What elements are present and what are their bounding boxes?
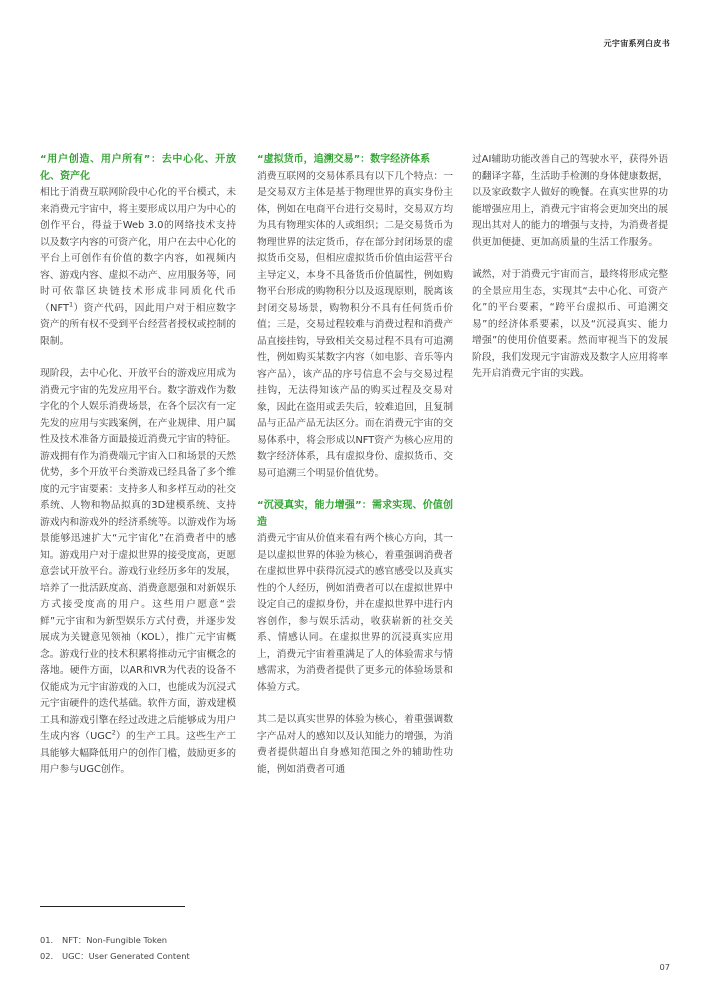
column-2 bbox=[257, 152, 453, 794]
document-header-title: 元宇宙系列白皮书 bbox=[603, 39, 670, 48]
paragraph: 现阶段，去中心化、开放平台的游戏应用成为消费元宇宙的先发应用平台。数字游戏作为数字化的个人娱乐消费场景，在各个层次有一定先发的应用与实践案例，在产业规律、用户属性及技术准备方面最接近消费元宇宙的特征。游戏拥有作为消费端元宇宙入口和场景的天然优势，多个开放平台类游戏已经具备了多个维度的元宇宙要素：支持多人和多样互动的社交系统、人物和物品拟真的3D建模系统、支持游戏内和游戏外的经济系统等。以游戏作为场景能够迅速扩大“元宇宙化”在消费者中的感知。游戏用户对于虚拟世界的接受度高，更愿意尝试开放平台。游戏行业经历多年的发展，培养了一批活跃度高、消费意愿强和对新娱乐方式接受度高的用户。这些用户愿意“尝鲜”元宇宙和为新型娱乐方式付费，并逐步发展成为关键意见领袖（KOL），推广元宇宙概念。游戏行业的技术积累将推动元宇宙概念的落地。硬件方面，以AR和VR为代表的设备不仅能成为元宇宙游戏的入口，也能成为沉浸式元宇宙硬件的迭代基础。软件方面，游戏建模工具和游戏引擎在经过改进之后能够成为用户生成内容（UGC$^2$）的生产工具。这些生产工具能够大幅降低用户的创作门槛，鼓励更多的用户参与UGC创作。 bbox=[40, 368, 237, 775]
paragraph: 其二是以真实世界的体验为核心，着重强调数字产品对人的感知以及认知能力的增强，为消费者提供超出自身感知范围之外的辅助性功能，例如消费者可通 bbox=[257, 714, 453, 775]
section-heading-digital-economy: “虚拟货币，追溯交易”：数字经济体系 bbox=[257, 154, 431, 165]
paragraph: 消费互联网的交易体系具有以下几个特点：一是交易双方主体是基于物理世界的真实身份主体，例如在电商平台进行交易时，交易双方均为具有物理实体的人或组织；二是交易货币为物理世界的法定货币，存在部分封闭场景的虚拟货币交易，但相应虚拟货币价值由运营平台主导定义，本身不具备货币价值属性，例如购物平台形成的购物积分以及返现原则，脱离该封闭交易场景，购物积分不具有任何货币价值；三是，交易过程较难与消费过程和消费产品直接挂钩，导致相关交易过程不具有可追溯性，例如购买某数字内容（如电影、音乐等内容产品），该产品的序号信息不会与交易过程挂钩，无法得知该产品的购买过程及交易对象，因此在盗用或丢失后，较难追回，且复制品与正品产品无法区分。而在消费元宇宙的交易体系中，将会形成以NFT资产为核心应用的数字经济体系，具有虚拟身份、虚拟货币、交易可追溯三个明显价值优势。 bbox=[257, 170, 453, 479]
paragraph: 过AI辅助功能改善自己的驾驶水平，获得外语的翻译字幕，生活助手检测的身体健康数据，以及家政数字人做好的晚餐。在真实世界的功能增强应用上，消费元宇宙将会更加突出的展现出其对人的能力的增强与支持，为消费者提供更加便捷、更加高质量的生活工作服务。 bbox=[472, 154, 668, 248]
page-number: 07 bbox=[659, 962, 670, 972]
footnote-item: 01. NFT：Non-Fungible Token bbox=[40, 935, 168, 945]
section-heading-decentralization: “用户创造、用户所有”：去中心化、开放化、资产化 bbox=[40, 154, 236, 182]
section-heading-immersive-reality: “沉浸真实，能力增强”：需求实现、价值创造 bbox=[257, 500, 453, 528]
footnotes bbox=[40, 932, 190, 964]
footnote-item: 02. UGC：User Generated Content bbox=[40, 951, 190, 961]
paragraph: 消费元宇宙从价值来看有两个核心方向，其一是以虚拟世界的体验为核心，着重强调消费者在虚拟世界中获得沉浸式的感官感受以及真实性的个人经历，例如消费者可以在虚拟世界中设定自己的虚拟身份，并在虚拟世界中进行内容创作，参与娱乐活动，收获崭新的社交关系、情感认同。在虚拟世界的沉浸真实应用上，消费元宇宙着重满足了人的体验需求与情感需求，为消费者提供了更多元的体验场景和体验方式。 bbox=[257, 533, 453, 693]
footnote-ref: 1 bbox=[68, 300, 74, 309]
paragraph: 诚然，对于消费元宇宙而言，最终将形成完整的全景应用生态，实现其“去中心化、可资产化”的平台要素，“跨平台虚拟币、可追溯交易”的经济体系要素，以及“沉浸真实、能力增强”的使用价值要素。然而审视当下的发展阶段，我们发现元宇宙游戏及数字人应用将率先开启消费元宇宙的实践。 bbox=[472, 269, 668, 379]
footnote-divider bbox=[40, 906, 185, 907]
footnote-ref: 2 bbox=[111, 728, 116, 737]
paragraph: 相比于消费互联网阶段中心化的平台模式，未来消费元宇宙中，将主要形成以用户为中心的创作平台，得益于Web 3.0的网络技术支持以及数字内容的可资产化，用户在去中心化的平台上可创作有价值的数字内容，如视频内容、游戏内容、虚拟不动产、应用服务等，同时可依靠区块链技术形成非同质化代币（NFT$^1$）资产代码，因此用户对于相应数字资产的所有权不受到平台经营者授权或控制的限制。 bbox=[40, 187, 237, 347]
column-1 bbox=[40, 152, 236, 795]
column-3 bbox=[472, 152, 668, 399]
